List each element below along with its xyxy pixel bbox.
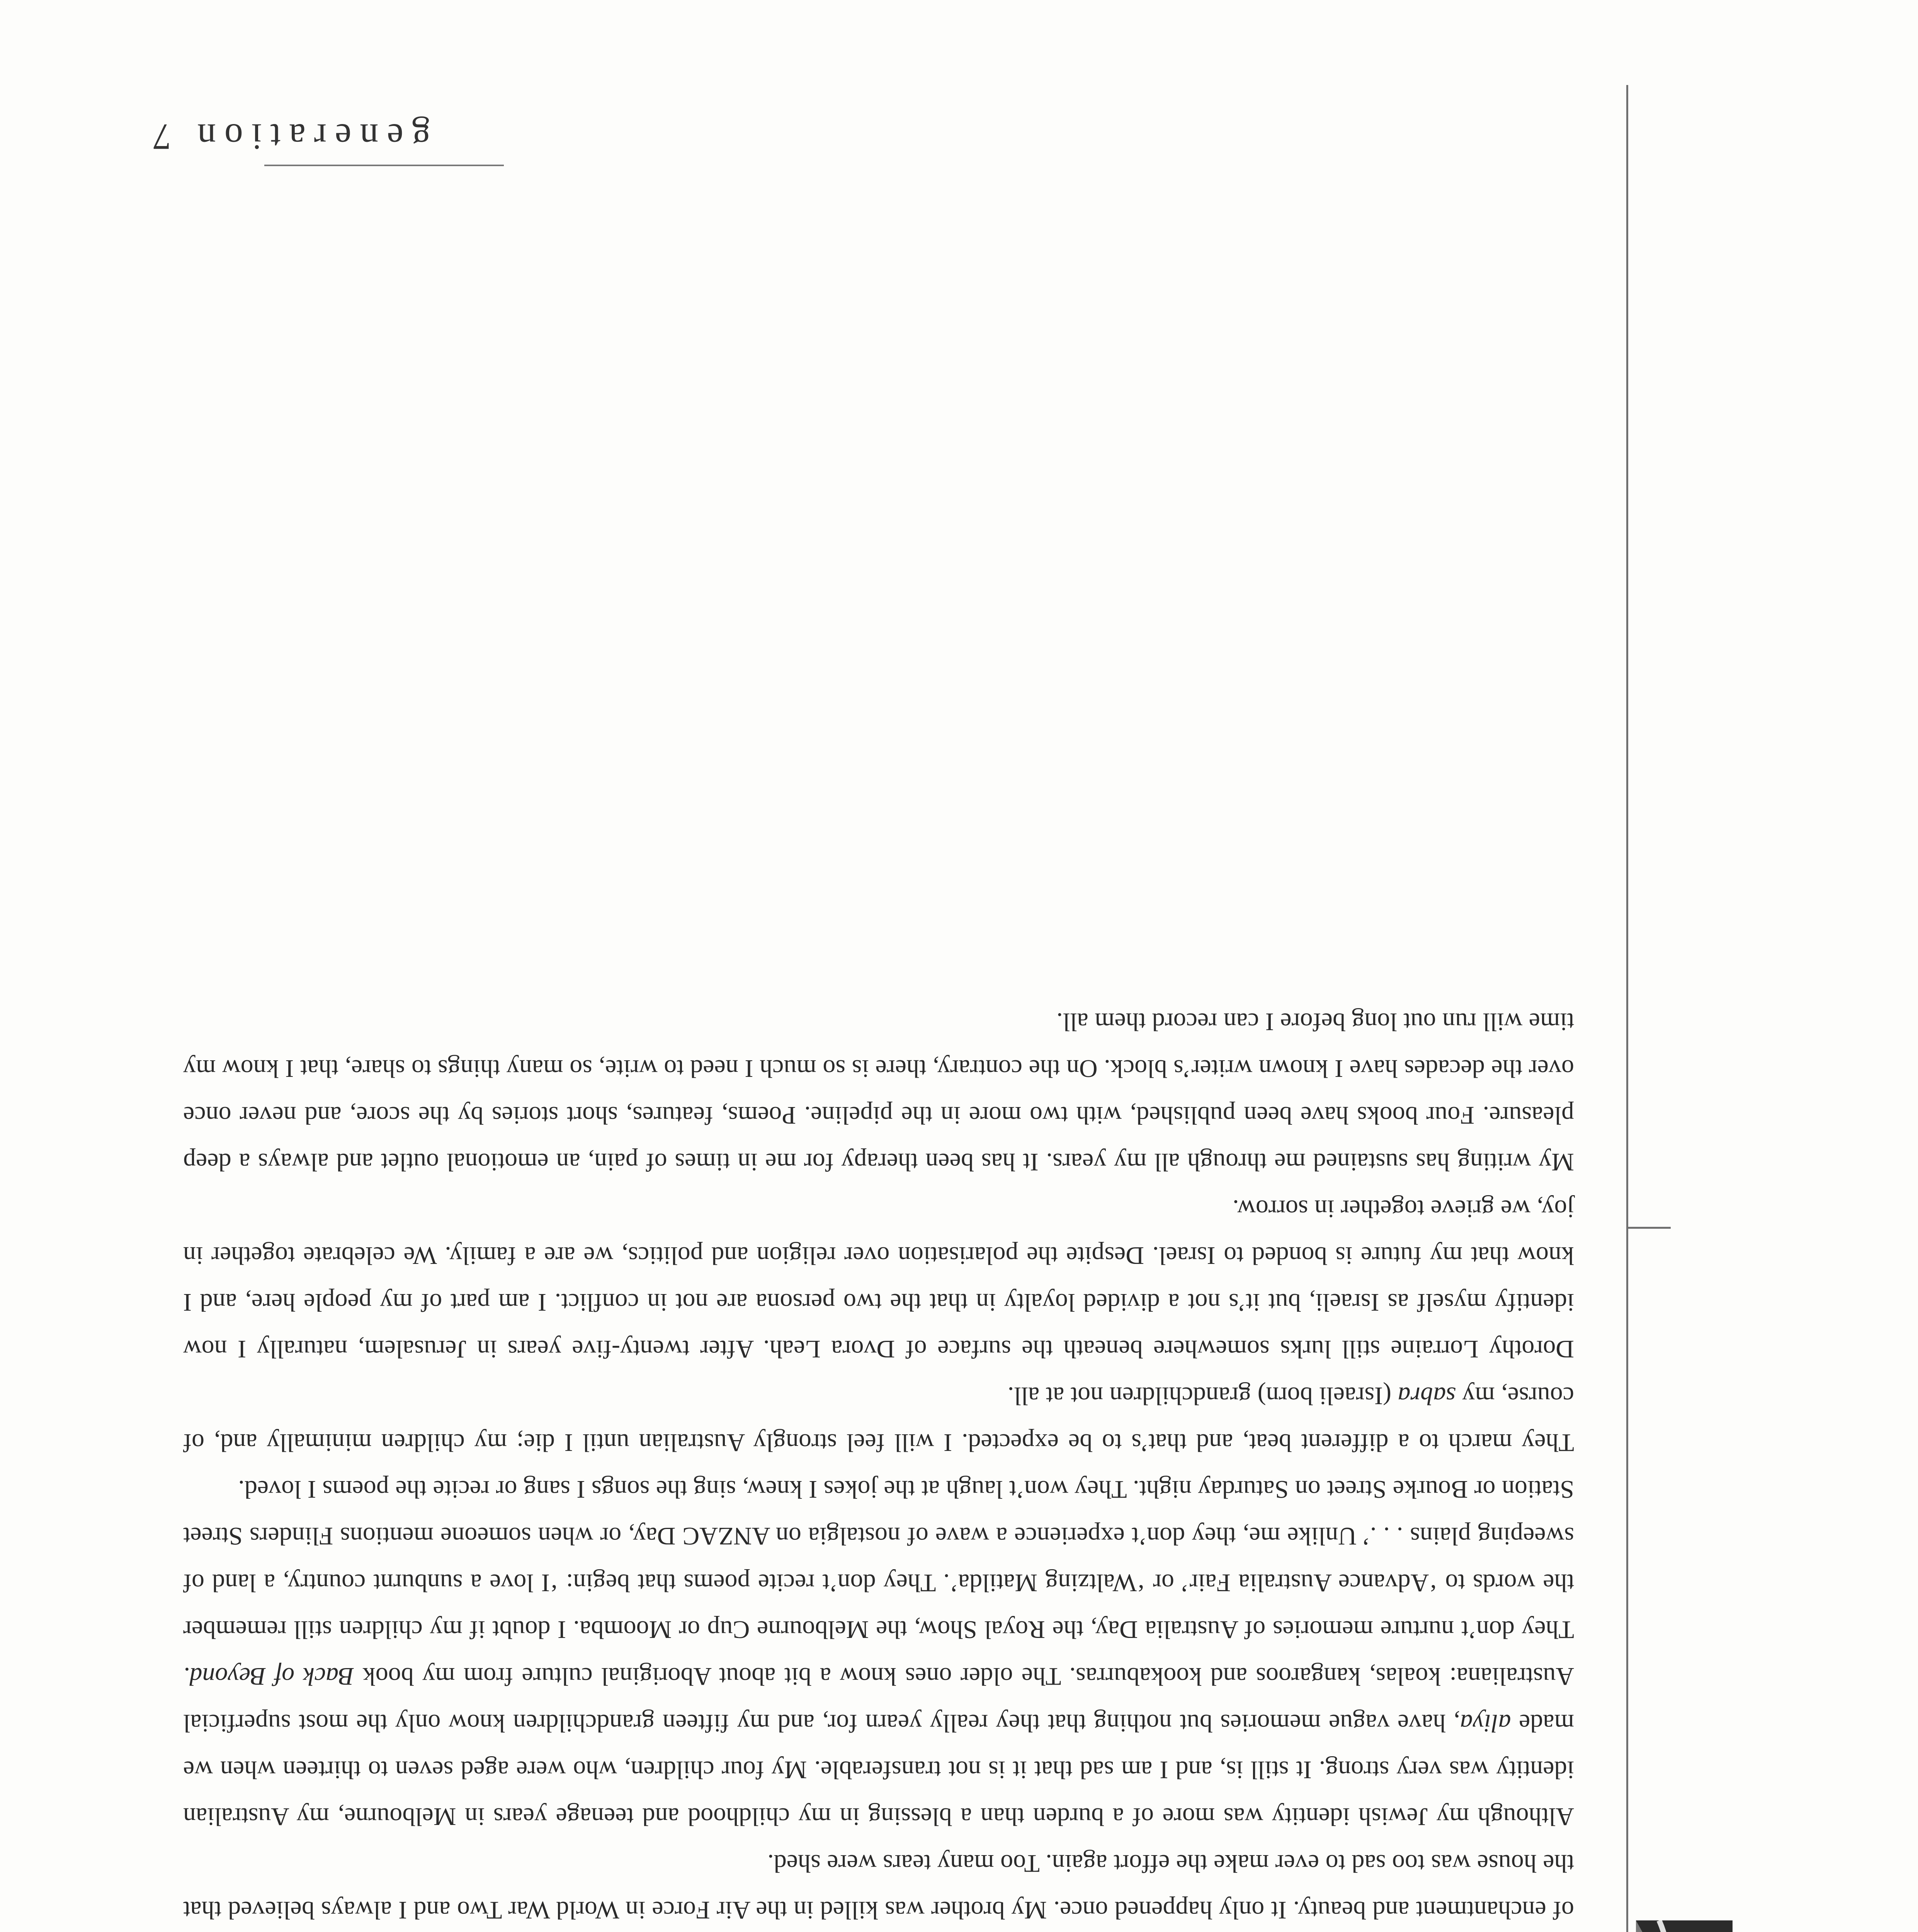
paragraph-text: , have vague memories but nothing that they really yearn for, and my fifteen grandchildren know only the most superficial Australiana: koalas, kangaroos and kookaburras. The older ones know a bit about Aboriginal culture from my book: [183, 1662, 1574, 1737]
paragraph: [183, 1185, 1574, 1372]
article-body: [183, 998, 1574, 1932]
italic-text: sabra: [1398, 1382, 1456, 1410]
paragraph-text: Dorothy Lorraine still lurks somewhere beneath the surface of Dvora Leah. After twenty-five years in Jerusalem, naturally I now identify myself as Israeli, but it’s not a divided loyalty in that the two persona are not in conflict. I am part of my people here, and I know that my future is bonded to Israel. Despite the polarisation over religion and politics, we are a family. We celebrate together in joy, we grieve together in sorrow.: [183, 1195, 1574, 1363]
paragraph-text: They march to a different beat, and that’s to be expected. I will feel strongly Australian until I die; my children minimally and, of course, my: [183, 1382, 1574, 1457]
bark-photo: [1636, 1920, 1733, 1932]
paragraph: [183, 1466, 1574, 1840]
running-footer: [144, 116, 430, 158]
italic-text: aliya: [1460, 1709, 1511, 1737]
footer-rule: [264, 165, 504, 166]
margin-tick: [1628, 1227, 1671, 1229]
paragraph-text: Although my Jewish identity was more of a burden than a blessing in my childhood and teenage years in Melbourne, my Australian identity was very strong. It still is, and I am sad that it is not transferable. My four children, who were aged seven to thirteen when we made: [183, 1709, 1574, 1831]
paragraph-text: They don’t nurture memories of Australia Day, the Royal Show, the Melbourne Cup or Moomba. I doubt if my children still remember the words to ‘Advance Australia Fair’ or ‘Waltzing Matilda’. They don’t recite poems that begin: ‘I love a sunburnt country, a land of sweeping plains . . .’ Unlike me, they don’t experience a wave of nostalgia on ANZAC Day, or when someone mentions Flinders Street Station or Bourke Street on Saturday night. They won’t laugh at the jokes I knew, sing the songs I sang or recite the poems I loved.: [183, 1475, 1574, 1644]
bark-texture-image: [1636, 1920, 1733, 1932]
section-label: generation: [189, 116, 430, 158]
paragraph-text: of enchantment and beauty. It only happened once. My brother was killed in the Air Force in World War Two and I always believed that the house was too sad to ever make the effort again. Too many tears were shed.: [183, 1849, 1574, 1924]
paragraph-text: (Israeli born) grandchildren not at all.: [1007, 1382, 1398, 1410]
margin-rule: [1626, 85, 1628, 1932]
italic-text: Back of Beyond.: [183, 1662, 354, 1690]
paragraph: [183, 1372, 1574, 1466]
page-number: 7: [144, 116, 171, 158]
paragraph: [183, 1840, 1574, 1932]
paragraph: [183, 998, 1574, 1185]
paragraph-text: My writing has sustained me through all my years. It has been therapy for me in times of pain, an emotional outlet and always a deep pleasure. Four books have been published, with two more in the pipeline. Poems, features, short stories by the score, and never once over the decades have I known writer’s block. On the contrary, there is so much I need to write, so many things to share, that I know my time will run out long before I can record them all.: [183, 1008, 1574, 1176]
